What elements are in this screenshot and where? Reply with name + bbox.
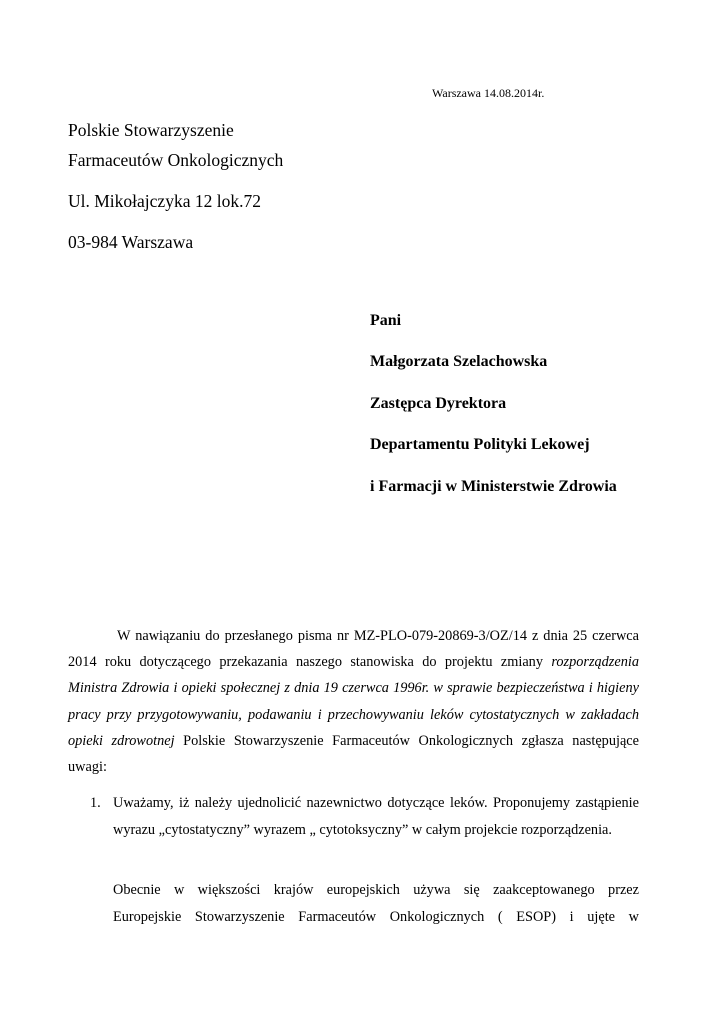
second-paragraph-line1: Obecnie w większości krajów europejskich używa się zaakceptowanego przez	[113, 882, 639, 898]
list-item-number: 1.	[90, 795, 101, 811]
sender-city: 03-984 Warszawa	[68, 232, 194, 252]
second-paragraph-line2: Europejskie Stowarzyszenie Farmaceutów Onkologicznych ( ESOP) i ujęte w	[113, 909, 639, 925]
sender-street: Ul. Mikołajczyka 12 lok.72	[68, 191, 261, 211]
recipient-department: Departamentu Polityki Lekowej	[370, 436, 590, 453]
letter-date: Warszawa 14.08.2014r.	[432, 86, 545, 100]
sender-name-line1: Polskie Stowarzyszenie	[68, 120, 234, 140]
recipient-ministry: i Farmacji w Ministerstwie Zdrowia	[370, 478, 617, 495]
recipient-name: Małgorzata Szelachowska	[370, 353, 548, 370]
recipient-title: Zastępca Dyrektora	[370, 395, 507, 412]
second-paragraph	[113, 877, 639, 931]
sender-name-line2: Farmaceutów Onkologicznych	[68, 150, 284, 170]
intro-paragraph	[68, 623, 639, 780]
recipient-salutation: Pani	[370, 312, 402, 329]
intro-tail: Polskie Stowarzyszenie Farmaceutów Onkologicznych zgłasza następujące uwagi:	[68, 732, 639, 776]
intro-lead: W nawiązaniu do przesłanego pisma nr MZ-PLO-079-20869-3/OZ/14 z dnia 25 czerwca 2014 roku dotyczącego przekazania naszego stanowiska do projektu zmiany	[68, 628, 639, 671]
regulation-title: rozporządzenia Ministra Zdrowia i opieki społecznej z dnia 19 czerwca 1996r. w sprawie bezpieczeństwa i higieny pracy przy przygotowywaniu, podawaniu i przechowywaniu leków cytostatycznych w zakładach opieki zdrowotnej	[68, 654, 639, 749]
list-item-text: Uważamy, iż należy ujednolicić nazewnictwo dotyczące leków. Proponujemy zastąpienie wyrazu „cytostatyczny” wyrazem „ cytotoksyczny” w całym projekcie rozporządzenia.	[113, 795, 639, 838]
